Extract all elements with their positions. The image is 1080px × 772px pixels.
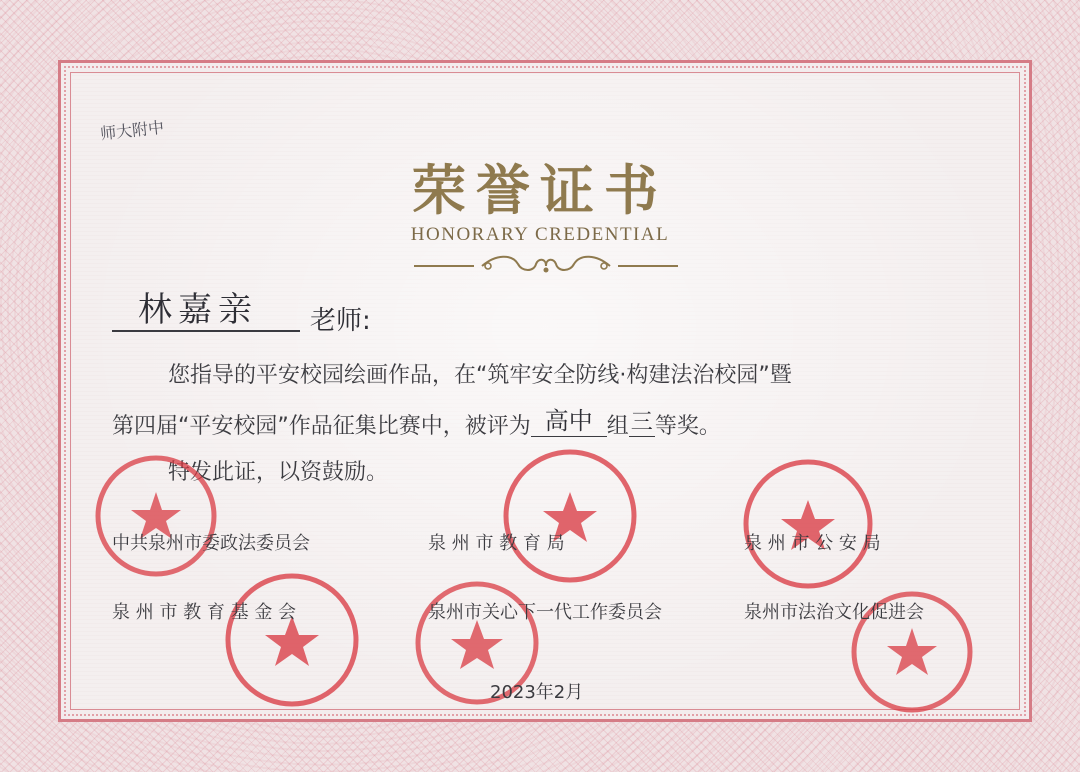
org-rule-of-law-culture-association: 泉州市法治文化促进会	[744, 602, 924, 623]
body-line-1: 您指导的平安校园绘画作品，在“筑牢安全防线·构建法治校园”暨	[168, 363, 792, 388]
certificate-subtitle: HONORARY CREDENTIAL	[410, 224, 670, 245]
title-ornament	[410, 252, 682, 278]
org-political-legal-committee: 中共泉州市委政法委员会	[112, 533, 310, 554]
recipient-name: 林嘉亲	[138, 290, 258, 330]
prize-value: 三	[629, 405, 655, 437]
certificate-title: 荣誉证书	[412, 158, 668, 222]
org-education-bureau: 泉 州 市 教 育 局	[428, 533, 565, 554]
org-next-generation-committee: 泉州市关心下一代工作委员会	[428, 602, 662, 623]
prize-label: 等奖。	[654, 414, 721, 439]
body-line-3: 特发此证，以资鼓励。	[168, 460, 389, 485]
seal-political-legal-committee	[92, 452, 220, 580]
handwritten-note: 师大附中	[99, 117, 165, 144]
body-line-2-text: 第四届“平安校园”作品征集比赛中，被评为	[112, 414, 531, 439]
group-value: 高中	[531, 401, 607, 437]
org-public-security-bureau: 泉 州 市 公 安 局	[744, 533, 881, 554]
seal-education-foundation	[222, 570, 362, 710]
issue-date: 2023年2月	[490, 682, 584, 703]
body-line-2	[112, 405, 721, 441]
seal-education-bureau	[500, 446, 640, 586]
org-education-foundation: 泉 州 市 教 育 基 金 会	[112, 602, 297, 623]
seal-public-security-bureau	[740, 456, 876, 592]
group-label: 组	[606, 414, 629, 439]
recipient-title: 老师:	[310, 306, 371, 336]
